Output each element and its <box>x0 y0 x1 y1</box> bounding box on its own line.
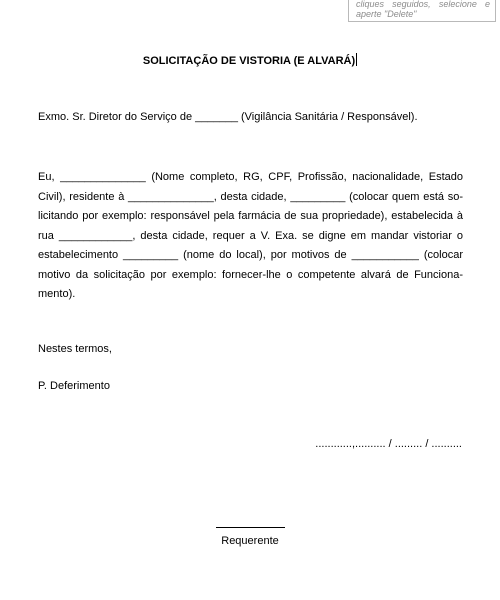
paragraph-line: motivo da solicitação por exemplo: fornecer-lhe o competente alvará de Funciona- <box>38 268 463 281</box>
text-cursor <box>356 53 357 66</box>
paragraph-line: rua ____________, desta cidade, requer a V. Exa. se digne em mandar vistoriar o <box>38 229 463 242</box>
document-title[interactable] <box>0 53 500 68</box>
closing-phrase[interactable]: Nestes termos, <box>38 343 112 355</box>
request-paragraph[interactable] <box>38 168 463 305</box>
instruction-hint-box <box>348 0 496 22</box>
signature-line <box>216 527 285 528</box>
place-date-line[interactable]: ............,.......... / ......... / .......... <box>315 438 462 450</box>
hint-line: cliques seguidos, selecione e <box>356 0 490 9</box>
paragraph-line: Civil), residente à ______________, desta cidade, _________ (colocar quem está so- <box>38 190 463 203</box>
deferimento-phrase[interactable]: P. Deferimento <box>38 380 110 392</box>
addressee-line[interactable]: Exmo. Sr. Diretor do Serviço de _______ (Vigilância Sanitária / Responsável). <box>38 111 418 123</box>
paragraph-line: licitando por exemplo: responsável pela farmácia de sua propriedade), estabelecida à <box>38 210 463 222</box>
paragraph-line: Eu, ______________ (Nome completo, RG, CPF, Profissão, nacionalidade, Estado <box>38 171 463 183</box>
hint-line: aperte "Delete" <box>356 9 417 19</box>
paragraph-line: mento). <box>38 288 76 300</box>
document-title-text: SOLICITAÇÃO DE VISTORIA (E ALVARÁ) <box>142 55 356 67</box>
paragraph-line: estabelecimento _________ (nome do local), por motivos de ___________ (colocar <box>38 249 463 261</box>
signer-label[interactable]: Requerente <box>221 535 279 547</box>
